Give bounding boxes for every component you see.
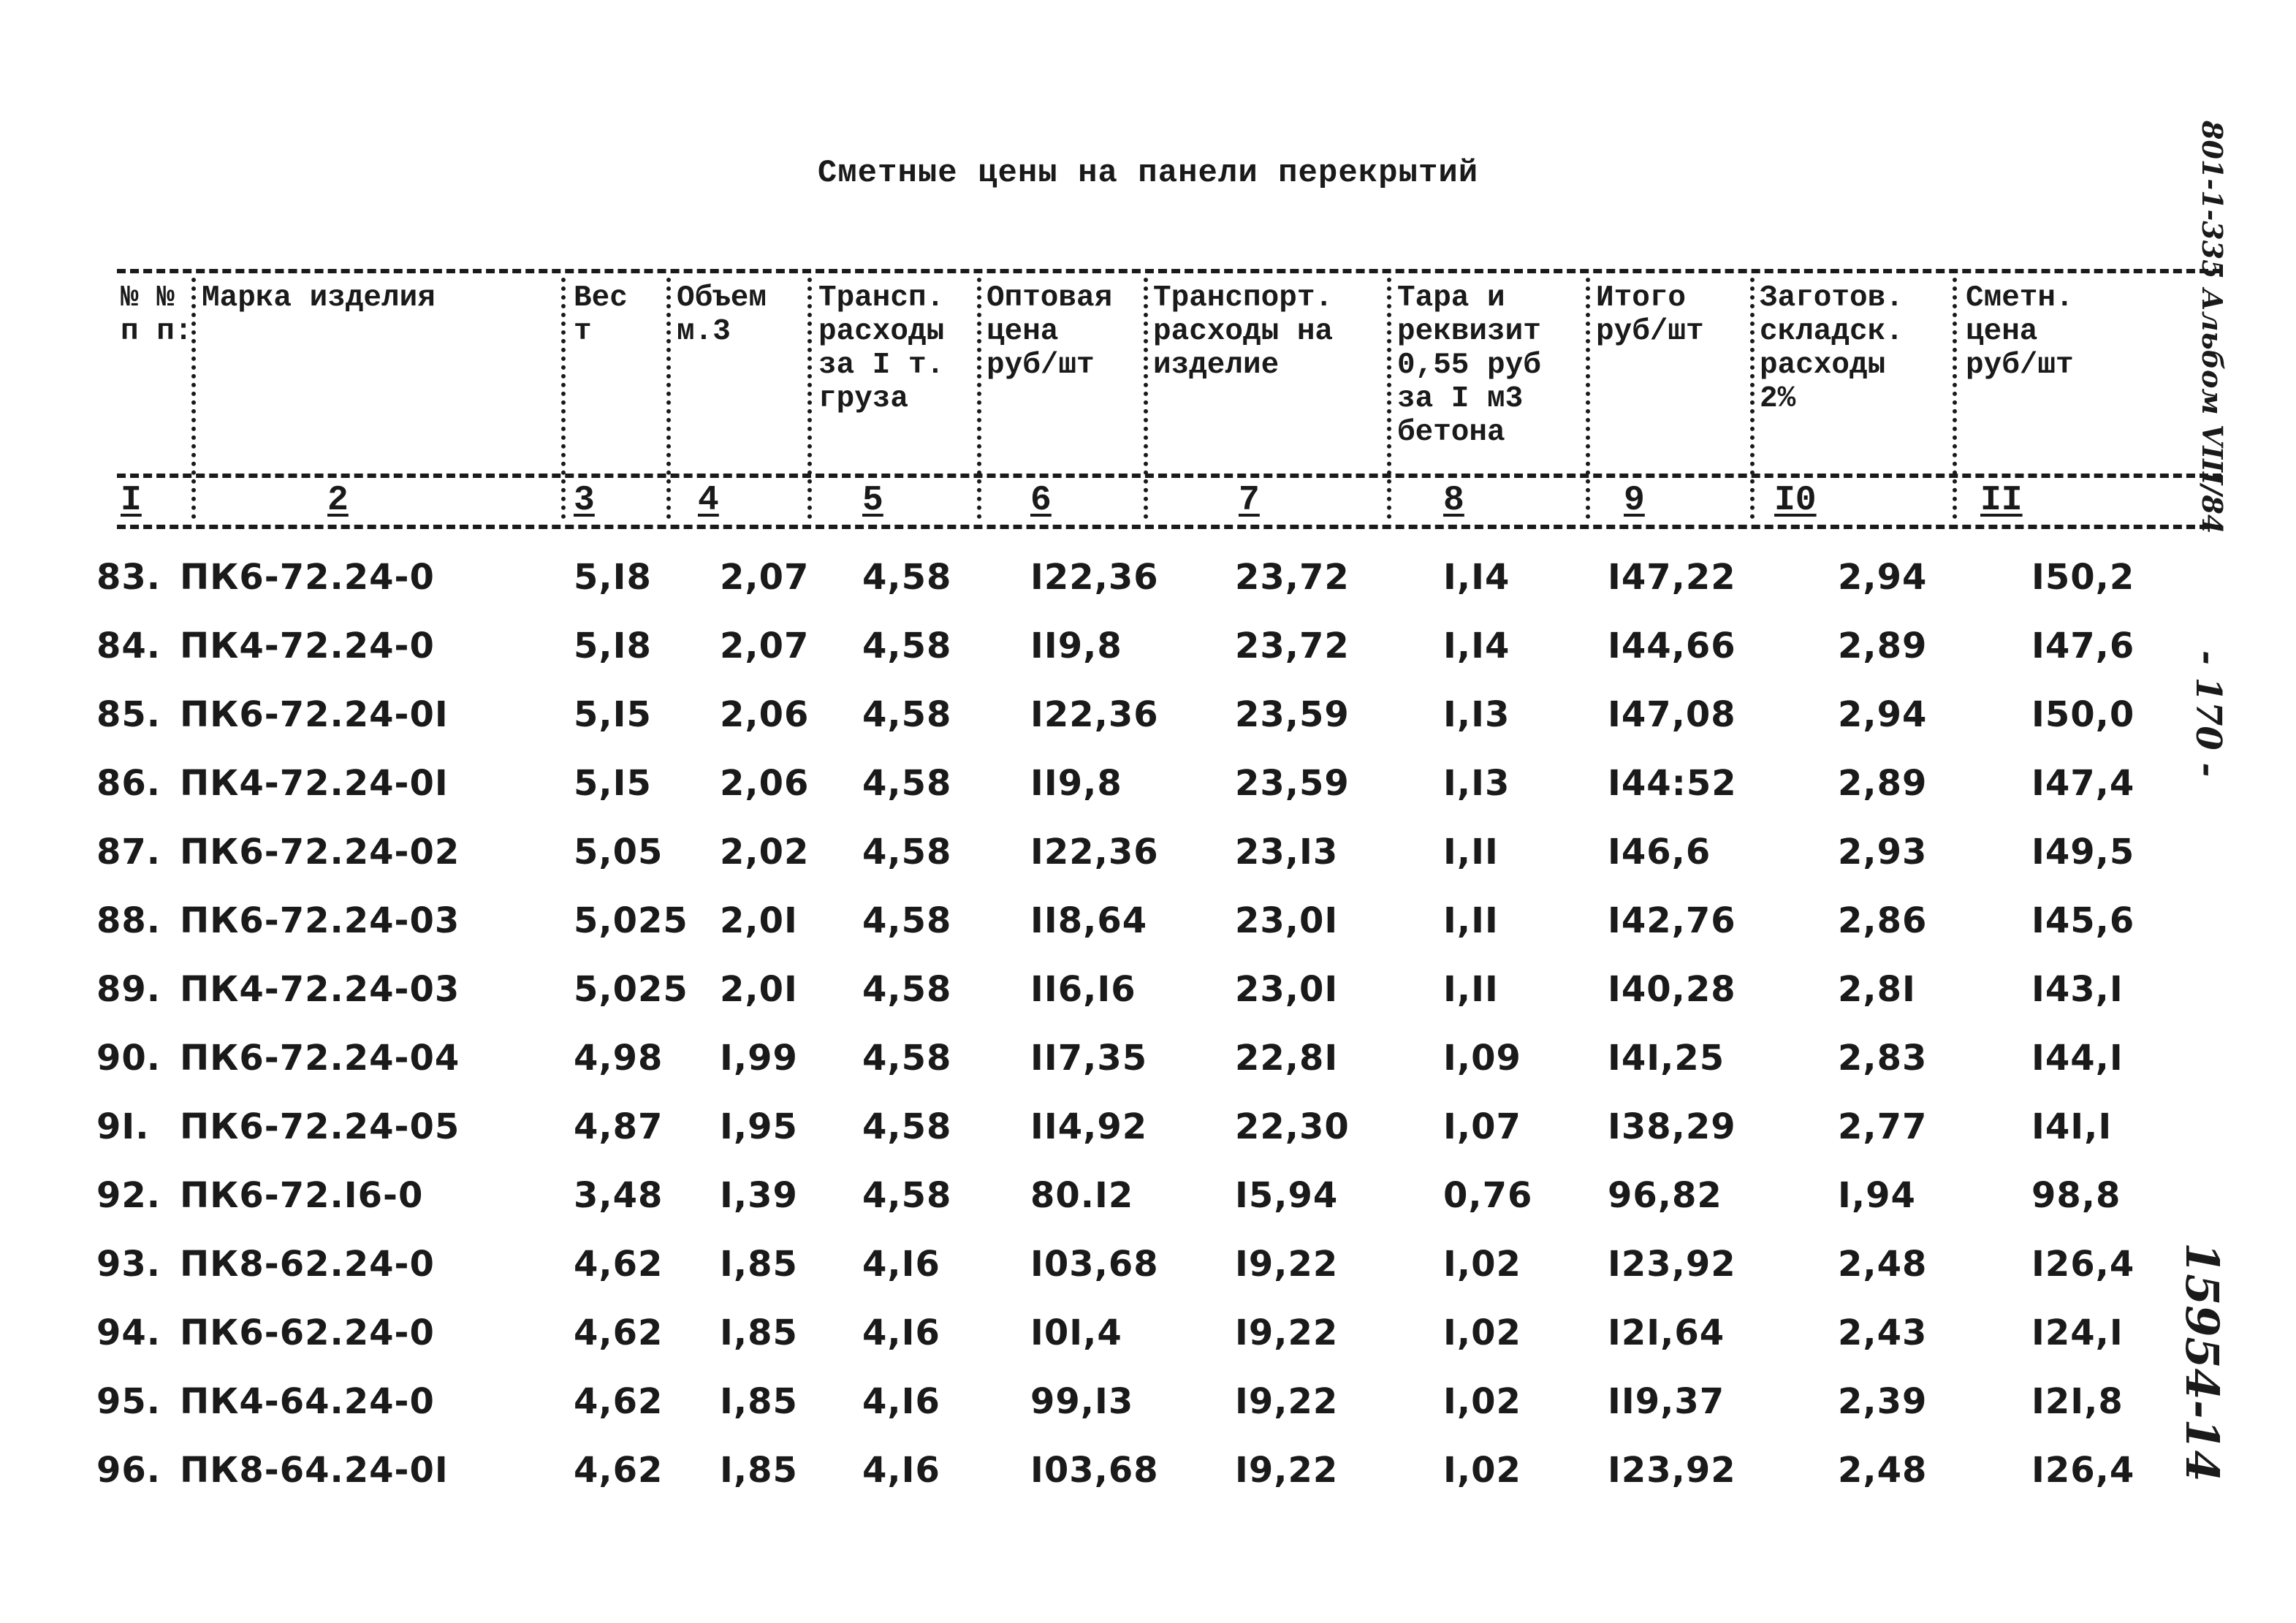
transport-cost-value: 23,59 xyxy=(1235,694,1350,735)
transport-rate-value: 4,I6 xyxy=(862,1381,940,1422)
column-number: 2 xyxy=(327,481,349,520)
column-separator xyxy=(666,278,671,519)
wholesale-price-value: I0I,4 xyxy=(1030,1312,1122,1353)
column-number: 9 xyxy=(1624,481,1645,520)
tara-value: I,02 xyxy=(1443,1450,1521,1491)
storage-value: 2,94 xyxy=(1838,694,1928,735)
wholesale-price-value: II9,8 xyxy=(1030,763,1122,804)
storage-value: 2,86 xyxy=(1838,900,1928,941)
item-mark: ПК4-72.24-0I xyxy=(180,763,449,804)
weight-value: 4,87 xyxy=(574,1106,664,1147)
weight-value: 5,025 xyxy=(574,969,688,1010)
storage-value: 2,77 xyxy=(1838,1106,1928,1147)
weight-value: 5,I5 xyxy=(574,694,652,735)
column-number: I0 xyxy=(1774,481,1817,520)
transport-cost-value: I9,22 xyxy=(1235,1244,1339,1285)
storage-value: 2,93 xyxy=(1838,832,1928,873)
weight-value: 4,62 xyxy=(574,1244,664,1285)
header-cell-weight: Вес т xyxy=(574,281,628,349)
transport-cost-value: 23,72 xyxy=(1235,557,1350,598)
estimate-value: I49,5 xyxy=(2031,832,2135,873)
row-number: 89. xyxy=(96,969,161,1010)
item-mark: ПК6-72.I6-0 xyxy=(180,1175,424,1216)
total-value: I46,6 xyxy=(1608,832,1711,873)
row-number: 90. xyxy=(96,1038,161,1079)
table-row xyxy=(0,895,2296,964)
row-number: 88. xyxy=(96,900,161,941)
table-row xyxy=(0,758,2296,826)
wholesale-price-value: II9,8 xyxy=(1030,626,1122,666)
header-cell-number: № № п п: xyxy=(121,281,193,349)
estimate-value: I2I,8 xyxy=(2031,1381,2124,1422)
tara-value: I,02 xyxy=(1443,1312,1521,1353)
estimate-value: I4I,I xyxy=(2031,1106,2113,1147)
transport-cost-value: 23,59 xyxy=(1235,763,1350,804)
table-row xyxy=(0,1170,2296,1239)
storage-value: 2,39 xyxy=(1838,1381,1928,1422)
tara-value: I,07 xyxy=(1443,1106,1521,1147)
volume-value: 2,07 xyxy=(720,557,810,598)
volume-value: 2,0I xyxy=(720,900,798,941)
weight-value: 5,05 xyxy=(574,832,664,873)
estimate-value: I47,4 xyxy=(2031,763,2135,804)
tara-value: I,02 xyxy=(1443,1244,1521,1285)
item-mark: ПК4-72.24-0 xyxy=(180,626,435,666)
item-mark: ПК6-62.24-0 xyxy=(180,1312,435,1353)
volume-value: I,85 xyxy=(720,1450,798,1491)
volume-value: I,99 xyxy=(720,1038,798,1079)
table-row xyxy=(0,1445,2296,1513)
row-number: 85. xyxy=(96,694,161,735)
column-number: 4 xyxy=(698,481,719,520)
estimate-value: I43,I xyxy=(2031,969,2124,1010)
tara-value: I,II xyxy=(1443,832,1499,873)
tara-value: I,II xyxy=(1443,969,1499,1010)
volume-value: I,85 xyxy=(720,1244,798,1285)
header-bottom-rule xyxy=(117,474,2221,478)
transport-cost-value: 22,30 xyxy=(1235,1106,1350,1147)
transport-cost-value: 23,72 xyxy=(1235,626,1350,666)
column-number: II xyxy=(1980,481,2023,520)
table-row xyxy=(0,964,2296,1033)
column-number-rule xyxy=(117,525,2221,529)
row-number: 95. xyxy=(96,1381,161,1422)
column-number: 6 xyxy=(1030,481,1052,520)
wholesale-price-value: I22,36 xyxy=(1030,832,1159,873)
transport-rate-value: 4,58 xyxy=(862,969,952,1010)
wholesale-price-value: II4,92 xyxy=(1030,1106,1148,1147)
estimate-value: 98,8 xyxy=(2031,1175,2121,1216)
estimate-value: I47,6 xyxy=(2031,626,2135,666)
table-row xyxy=(0,1307,2296,1376)
row-number: 87. xyxy=(96,832,161,873)
total-value: I44:52 xyxy=(1608,763,1737,804)
transport-cost-value: I5,94 xyxy=(1235,1175,1339,1216)
total-value: II9,37 xyxy=(1608,1381,1725,1422)
storage-value: 2,48 xyxy=(1838,1244,1928,1285)
transport-rate-value: 4,58 xyxy=(862,900,952,941)
tara-value: 0,76 xyxy=(1443,1175,1533,1216)
item-mark: ПК8-62.24-0 xyxy=(180,1244,435,1285)
total-value: 96,82 xyxy=(1608,1175,1722,1216)
transport-cost-value: 23,I3 xyxy=(1235,832,1339,873)
total-value: I2I,64 xyxy=(1608,1312,1725,1353)
volume-value: I,39 xyxy=(720,1175,798,1216)
table-body xyxy=(0,552,2296,1513)
table-row xyxy=(0,689,2296,758)
wholesale-price-value: II7,35 xyxy=(1030,1038,1148,1079)
row-number: 93. xyxy=(96,1244,161,1285)
wholesale-price-value: I22,36 xyxy=(1030,694,1159,735)
column-number: I xyxy=(121,481,142,520)
row-number: 86. xyxy=(96,763,161,804)
tara-value: I,I3 xyxy=(1443,763,1510,804)
transport-cost-value: 22,8I xyxy=(1235,1038,1339,1079)
transport-rate-value: 4,58 xyxy=(862,1106,952,1147)
volume-value: 2,06 xyxy=(720,763,810,804)
table-row xyxy=(0,1101,2296,1170)
estimate-value: I50,2 xyxy=(2031,557,2135,598)
transport-rate-value: 4,I6 xyxy=(862,1450,940,1491)
transport-cost-value: I9,22 xyxy=(1235,1450,1339,1491)
total-value: I23,92 xyxy=(1608,1244,1736,1285)
volume-value: 2,0I xyxy=(720,969,798,1010)
side-code-note: 801-1-335 Альбом VIII/84 xyxy=(2196,121,2229,534)
header-cell-wholesale-price: Оптовая цена руб/шт xyxy=(987,281,1113,382)
storage-value: 2,43 xyxy=(1838,1312,1928,1353)
transport-rate-value: 4,58 xyxy=(862,1038,952,1079)
column-separator xyxy=(1750,278,1755,519)
table-row xyxy=(0,620,2296,689)
volume-value: I,85 xyxy=(720,1381,798,1422)
table-row xyxy=(0,1376,2296,1445)
column-number: 8 xyxy=(1443,481,1464,520)
table-row xyxy=(0,1033,2296,1101)
transport-rate-value: 4,58 xyxy=(862,557,952,598)
weight-value: 4,62 xyxy=(574,1381,664,1422)
row-number: 83. xyxy=(96,557,161,598)
tara-value: I,I4 xyxy=(1443,557,1510,598)
tara-value: I,02 xyxy=(1443,1381,1521,1422)
row-number: 84. xyxy=(96,626,161,666)
header-cell-total: Итого руб/шт xyxy=(1596,281,1704,349)
estimate-value: I45,6 xyxy=(2031,900,2135,941)
column-separator xyxy=(1144,278,1148,519)
storage-value: 2,89 xyxy=(1838,763,1928,804)
column-separator xyxy=(561,278,566,519)
volume-value: 2,06 xyxy=(720,694,810,735)
tara-value: I,I3 xyxy=(1443,694,1510,735)
transport-rate-value: 4,58 xyxy=(862,626,952,666)
total-value: I4I,25 xyxy=(1608,1038,1725,1079)
row-number: 9I. xyxy=(96,1106,150,1147)
header-cell-storage: Заготов. складск. расходы 2% xyxy=(1760,281,1904,416)
wholesale-price-value: I03,68 xyxy=(1030,1450,1159,1491)
page-number: - 170 - xyxy=(2188,650,2229,778)
weight-value: 5,I5 xyxy=(574,763,652,804)
row-number: 94. xyxy=(96,1312,161,1353)
page-title: Сметные цены на панели перекрытий xyxy=(817,155,1479,191)
table-row xyxy=(0,552,2296,620)
total-value: I42,76 xyxy=(1608,900,1736,941)
storage-value: I,94 xyxy=(1838,1175,1916,1216)
transport-cost-value: 23,0I xyxy=(1235,969,1339,1010)
header-cell-estimate: Сметн. цена руб/шт xyxy=(1966,281,2074,382)
table-top-rule xyxy=(117,269,2221,273)
wholesale-price-value: II6,I6 xyxy=(1030,969,1136,1010)
weight-value: 4,98 xyxy=(574,1038,664,1079)
transport-cost-value: I9,22 xyxy=(1235,1381,1339,1422)
row-number: 92. xyxy=(96,1175,161,1216)
column-number: 7 xyxy=(1239,481,1260,520)
weight-value: 5,025 xyxy=(574,900,688,941)
wholesale-price-value: 99,I3 xyxy=(1030,1381,1134,1422)
weight-value: 5,I8 xyxy=(574,626,652,666)
wholesale-price-value: II8,64 xyxy=(1030,900,1148,941)
tara-value: I,II xyxy=(1443,900,1499,941)
total-value: I23,92 xyxy=(1608,1450,1736,1491)
column-number: 3 xyxy=(574,481,595,520)
header-cell-mark: Марка изделия xyxy=(202,281,436,315)
total-value: I44,66 xyxy=(1608,626,1736,666)
transport-rate-value: 4,58 xyxy=(862,1175,952,1216)
weight-value: 3,48 xyxy=(574,1175,664,1216)
volume-value: I,85 xyxy=(720,1312,798,1353)
table-row xyxy=(0,1239,2296,1307)
column-separator xyxy=(1586,278,1590,519)
row-number: 96. xyxy=(96,1450,161,1491)
transport-rate-value: 4,58 xyxy=(862,694,952,735)
weight-value: 4,62 xyxy=(574,1450,664,1491)
item-mark: ПК4-64.24-0 xyxy=(180,1381,435,1422)
volume-value: 2,07 xyxy=(720,626,810,666)
storage-value: 2,89 xyxy=(1838,626,1928,666)
estimate-value: I26,4 xyxy=(2031,1244,2135,1285)
wholesale-price-value: I03,68 xyxy=(1030,1244,1159,1285)
volume-value: I,95 xyxy=(720,1106,798,1147)
total-value: I40,28 xyxy=(1608,969,1736,1010)
wholesale-price-value: I22,36 xyxy=(1030,557,1159,598)
storage-value: 2,94 xyxy=(1838,557,1928,598)
table-row xyxy=(0,826,2296,895)
transport-cost-value: I9,22 xyxy=(1235,1312,1339,1353)
item-mark: ПК8-64.24-0I xyxy=(180,1450,449,1491)
weight-value: 5,I8 xyxy=(574,557,652,598)
storage-value: 2,48 xyxy=(1838,1450,1928,1491)
column-separator xyxy=(807,278,812,519)
tara-value: I,09 xyxy=(1443,1038,1521,1079)
estimate-value: I44,I xyxy=(2031,1038,2124,1079)
transport-rate-value: 4,58 xyxy=(862,763,952,804)
tara-value: I,I4 xyxy=(1443,626,1510,666)
column-separator xyxy=(977,278,981,519)
transport-rate-value: 4,I6 xyxy=(862,1244,940,1285)
header-cell-transport-rate: Трансп. расходы за I т. груза xyxy=(818,281,945,416)
item-mark: ПК6-72.24-03 xyxy=(180,900,460,941)
estimate-value: I50,0 xyxy=(2031,694,2135,735)
weight-value: 4,62 xyxy=(574,1312,664,1353)
storage-value: 2,8I xyxy=(1838,969,1916,1010)
estimate-value: I24,I xyxy=(2031,1312,2124,1353)
transport-rate-value: 4,I6 xyxy=(862,1312,940,1353)
item-mark: ПК6-72.24-02 xyxy=(180,832,460,873)
column-number: 5 xyxy=(862,481,883,520)
item-mark: ПК6-72.24-05 xyxy=(180,1106,460,1147)
total-value: I38,29 xyxy=(1608,1106,1736,1147)
storage-value: 2,83 xyxy=(1838,1038,1928,1079)
item-mark: ПК6-72.24-0I xyxy=(180,694,449,735)
document-number: 15954-14 xyxy=(2175,1242,2229,1482)
estimate-value: I26,4 xyxy=(2031,1450,2135,1491)
column-separator xyxy=(1387,278,1391,519)
header-cell-transport-cost: Транспорт. расходы на изделие xyxy=(1153,281,1334,382)
column-separator xyxy=(1953,278,1957,519)
total-value: I47,22 xyxy=(1608,557,1736,598)
item-mark: ПК4-72.24-03 xyxy=(180,969,460,1010)
header-cell-volume: Объем м.3 xyxy=(677,281,767,349)
item-mark: ПК6-72.24-04 xyxy=(180,1038,460,1079)
transport-rate-value: 4,58 xyxy=(862,832,952,873)
transport-cost-value: 23,0I xyxy=(1235,900,1339,941)
header-cell-tara: Тара и реквизит 0,55 руб за I м3 бетона xyxy=(1397,281,1541,449)
item-mark: ПК6-72.24-0 xyxy=(180,557,435,598)
wholesale-price-value: 80.I2 xyxy=(1030,1175,1134,1216)
volume-value: 2,02 xyxy=(720,832,810,873)
total-value: I47,08 xyxy=(1608,694,1736,735)
